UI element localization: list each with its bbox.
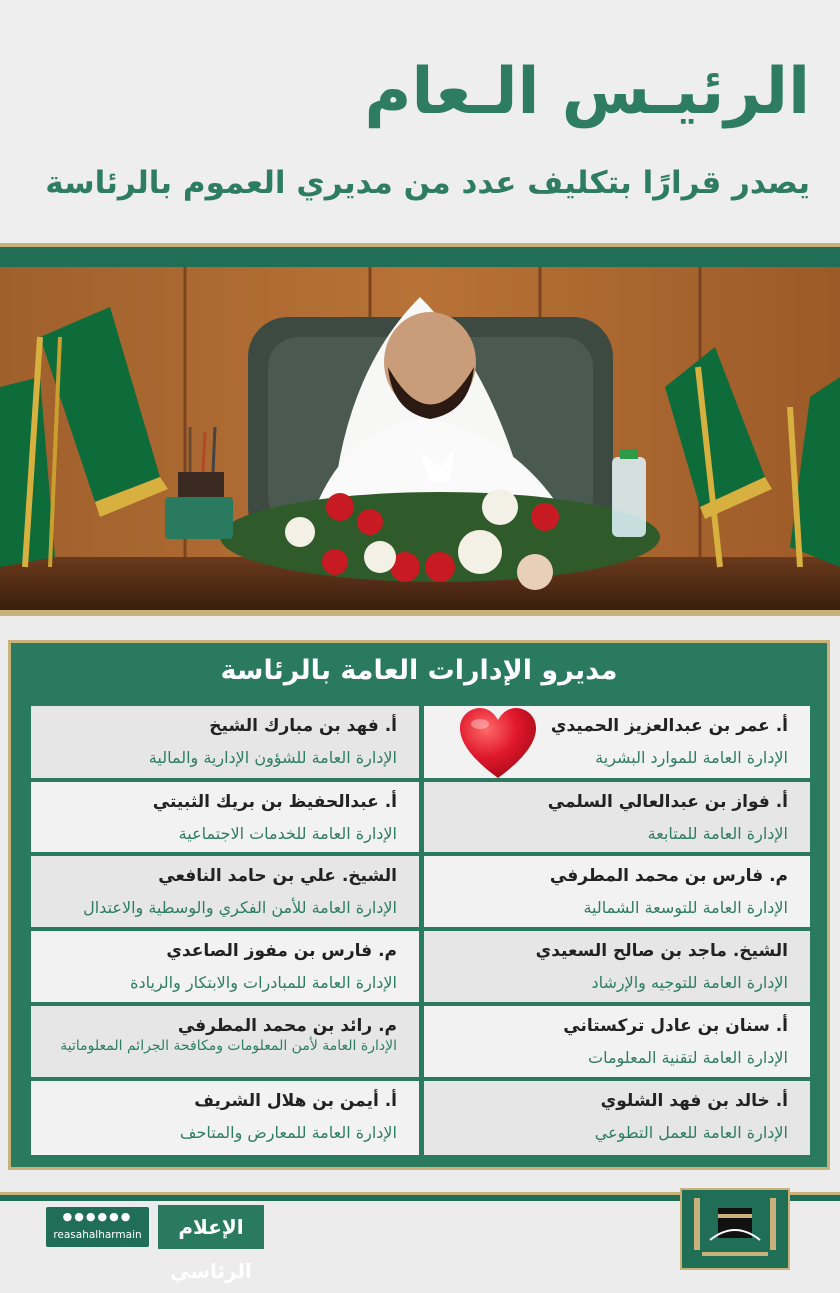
director-department: الإدارة العامة للموارد البشرية xyxy=(595,748,788,767)
director-card xyxy=(31,1006,419,1077)
social-media-badge[interactable] xyxy=(46,1207,149,1247)
director-card xyxy=(31,931,419,1002)
director-name: أ. فواز بن عبدالعالي السلمي xyxy=(547,792,788,812)
director-name: أ. سنان بن عادل تركستاني xyxy=(563,1016,788,1036)
directors-panel xyxy=(8,640,830,1170)
kaaba-emblem-icon xyxy=(682,1190,788,1268)
desk-plaque xyxy=(165,497,233,539)
snapchat-icon[interactable]: ● xyxy=(109,1210,121,1223)
director-name: م. فارس بن محمد المطرفي xyxy=(549,866,788,886)
director-card xyxy=(424,782,810,852)
director-department: الإدارة العامة للمعارض والمتاحف xyxy=(179,1123,397,1142)
director-department: الإدارة العامة للتوسعة الشمالية xyxy=(583,898,788,917)
director-department: الإدارة العامة للمبادرات والابتكار والريادة xyxy=(130,973,397,992)
director-name: أ. أيمن بن هلال الشريف xyxy=(194,1091,397,1111)
youtube-icon[interactable]: ● xyxy=(97,1210,110,1223)
director-name: الشيخ. علي بن حامد النافعي xyxy=(158,866,397,886)
social-handle: reasahalharmain xyxy=(53,1229,142,1241)
director-card xyxy=(31,782,419,852)
director-department: الإدارة العامة للتوجيه والإرشاد xyxy=(591,973,788,992)
director-department: الإدارة العامة للأمن الفكري والوسطية والاعتدال xyxy=(83,898,397,917)
social-icons xyxy=(46,1210,149,1223)
director-department: الإدارة العامة للشؤون الإدارية والمالية xyxy=(148,748,397,767)
heart-icon xyxy=(458,708,538,780)
twitter-icon[interactable]: ● xyxy=(62,1210,75,1223)
director-department: الإدارة العامة للخدمات الاجتماعية xyxy=(178,824,397,843)
instagram-icon[interactable]: ● xyxy=(85,1210,98,1223)
director-card xyxy=(31,706,419,778)
director-name: م. فارس بن مفوز الصاعدي xyxy=(166,941,397,961)
director-name: أ. خالد بن فهد الشلوي xyxy=(600,1091,788,1111)
director-card xyxy=(424,1006,810,1077)
green-divider xyxy=(0,247,840,267)
director-name: أ. فهد بن مبارك الشيخ xyxy=(209,716,397,736)
header xyxy=(0,0,840,245)
director-card xyxy=(424,856,810,927)
director-name: م. رائد بن محمد المطرفي xyxy=(177,1016,397,1036)
official-photo xyxy=(0,267,840,610)
panel-title: مديرو الإدارات العامة بالرئاسة xyxy=(220,655,618,686)
director-card xyxy=(31,1081,419,1155)
director-department: الإدارة العامة للعمل التطوعي xyxy=(594,1123,788,1142)
director-name: أ. عمر بن عبدالعزيز الحميدي xyxy=(550,716,788,736)
director-department: الإدارة العامة لأمن المعلومات ومكافحة الجرائم المعلوماتية xyxy=(60,1038,397,1054)
director-card xyxy=(424,931,810,1002)
director-card xyxy=(31,856,419,927)
director-department: الإدارة العامة للمتابعة xyxy=(647,824,788,843)
facebook-icon[interactable]: ● xyxy=(74,1210,86,1223)
office-scene xyxy=(0,267,840,610)
director-name: أ. عبدالحفيظ بن بريك الثبيتي xyxy=(152,792,397,812)
director-name: الشيخ. ماجد بن صالح السعيدي xyxy=(535,941,788,961)
gold-divider xyxy=(0,610,840,616)
director-department: الإدارة العامة لتقنية المعلومات xyxy=(588,1048,788,1067)
water-bottle xyxy=(612,457,646,537)
media-logo: الإعلام الرئاسي xyxy=(158,1205,264,1249)
telegram-icon[interactable]: ● xyxy=(120,1210,133,1223)
director-card xyxy=(424,1081,810,1155)
page-subtitle: يصدر قرارًا بتكليف عدد من مديري العموم بالرئاسة xyxy=(45,165,810,201)
presidency-emblem xyxy=(680,1188,790,1270)
page-title: الرئيـس الـعام xyxy=(364,55,810,129)
